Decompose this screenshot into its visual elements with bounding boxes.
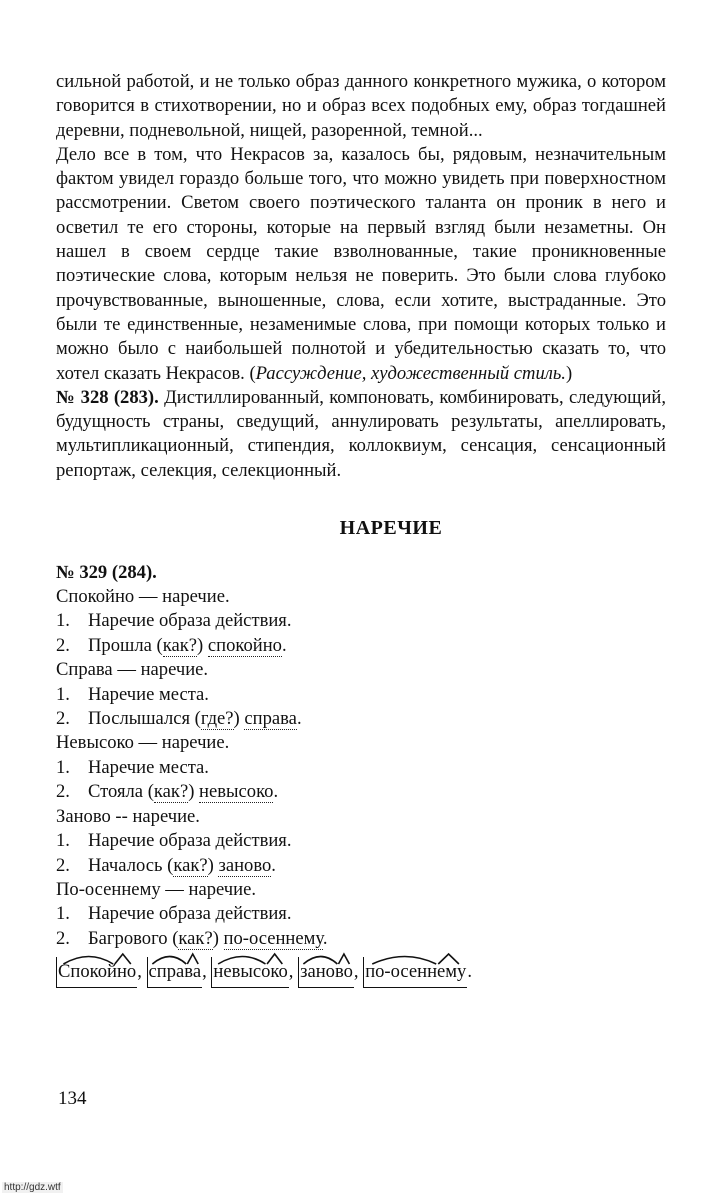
adverb-word: по-осеннему: [223, 927, 323, 949]
adverb-category: Наречие образа действия.: [88, 903, 292, 925]
morpheme-word: [147, 957, 203, 988]
question-word: как?: [178, 927, 213, 949]
morpheme-word: [363, 957, 467, 988]
page-content: [56, 70, 666, 988]
line-number: 2.: [56, 634, 70, 656]
question-word: как?: [162, 634, 198, 656]
adverb-line-1: [56, 609, 666, 633]
adverb-category: Наречие образа действия.: [88, 610, 292, 632]
line-end: .: [281, 634, 287, 656]
adverb-heading: Невысоко — наречие.: [56, 732, 230, 754]
exercise-328: [56, 386, 666, 483]
question-word: как?: [173, 854, 208, 876]
separator: ,: [202, 961, 212, 983]
adverb-block: [56, 658, 666, 731]
paragraph-1-text: сильной работой, и не только образ данного конкретного мужика, о котором говорится в стихотворении, но и образ всех подобных ему, образ тогдашней деревни, подневольной, нищей, разоренной, темной...: [56, 71, 666, 141]
example-verb: Стояла (: [88, 781, 154, 803]
bracket-close: ): [212, 927, 224, 949]
morpheme-word-text: невысоко: [213, 961, 288, 983]
adverb-block: [56, 878, 666, 951]
adverb-block: [56, 731, 666, 804]
bracket-close: ): [207, 854, 219, 876]
adverb-block: [56, 585, 666, 658]
line-end: .: [296, 708, 302, 730]
style-note: Рассуждение, художественный стиль.: [255, 362, 566, 384]
line-number: 2.: [56, 927, 70, 949]
line-number: 2.: [56, 854, 70, 876]
morpheme-word-text: справа: [148, 961, 202, 983]
line-number: 2.: [56, 708, 70, 730]
adverb-line-1: [56, 829, 666, 853]
separator: ,: [137, 961, 147, 983]
line-number: 2.: [56, 781, 70, 803]
line-number: 1.: [56, 830, 70, 852]
adverb-category: Наречие места.: [88, 756, 209, 778]
adverb-word: спокойно: [207, 634, 282, 656]
adverb-heading: Заново -- наречие.: [56, 805, 200, 827]
morpheme-word: [211, 957, 288, 988]
exercise-329-number: № 329 (284).: [56, 562, 157, 584]
morpheme-word: [298, 957, 354, 988]
adverb-block: [56, 805, 666, 878]
adverb-line-2: [56, 634, 666, 658]
adverb-heading: Спокойно — наречие.: [56, 586, 230, 608]
adverb-category: Наречие места.: [88, 683, 209, 705]
bracket-close: ): [197, 634, 208, 656]
line-end: .: [467, 961, 472, 983]
line-end: .: [322, 927, 328, 949]
paragraph-2-text: Дело все в том, что Некрасов за, казалось бы, рядовым, незначительным фактом увидел гораздо больше того, что можно увидеть при поверхностном рассмотрении. Светом своего поэтического таланта он проник в него и осветил те его стороны, которые на первый взгляд были незаметны. Он нашел в своем сердце такие взволнованные, такие проникновенные поэтические слова, которым нельзя не поверить. Это были слова глубоко прочувствованные, выношенные, слова, если хотите, выстраданные. Это были те единственные, незаменимые слова, при помощи которых только и можно было с наибольшей полнотой и убедительностью сказать то, что хотел сказать Некрасов. (: [56, 143, 666, 384]
adverb-line-2: [56, 927, 666, 951]
section-heading: НАРЕЧИЕ: [339, 517, 443, 540]
question-word: где?: [200, 708, 234, 730]
page-number: 134: [58, 1088, 87, 1109]
adverb-heading: По-осеннему — наречие.: [56, 878, 257, 900]
watermark: http://gdz.wtf: [4, 1182, 61, 1193]
morpheme-word-text: Спокойно: [58, 961, 137, 983]
morpheme-word: [56, 957, 137, 988]
adverb-word: заново: [218, 854, 272, 876]
adverb-line-2: [56, 780, 666, 804]
adverb-line-1: [56, 683, 666, 707]
exercise-328-number: № 328 (283).: [56, 386, 159, 408]
adverb-line-2: [56, 707, 666, 731]
separator: ,: [288, 961, 299, 983]
line-number: 1.: [56, 683, 70, 705]
line-number: 1.: [56, 610, 70, 632]
example-verb: Началось (: [88, 854, 174, 876]
exercise-328-text: Дистиллированный, компоновать, комбинировать, следующий, будущность страны, сведущий, аннулировать результаты, апеллировать, мультипликационный, стипендия, коллоквиум, сенсация, сенсационный репортаж, селекция, селекционный.: [56, 386, 666, 481]
adverb-word: справа: [244, 708, 297, 730]
line-end: .: [271, 854, 276, 876]
example-verb: Багрового (: [88, 927, 179, 949]
separator: ,: [353, 961, 364, 983]
adverb-line-1: [56, 902, 666, 926]
line-number: 1.: [56, 903, 70, 925]
adverb-word: невысоко: [199, 781, 274, 803]
adverb-heading: Справа — наречие.: [56, 659, 209, 681]
line-end: .: [273, 781, 279, 803]
morpheme-word-text: заново: [300, 961, 353, 983]
paragraph-2: [56, 143, 666, 386]
adverb-line-2: [56, 854, 666, 878]
adverb-line-1: [56, 756, 666, 780]
paragraph-2-end: ): [565, 362, 573, 384]
question-word: как?: [153, 781, 189, 803]
line-number: 1.: [56, 756, 70, 778]
morpheme-word-text: по-осеннему: [365, 961, 467, 983]
adverb-category: Наречие образа действия.: [88, 830, 292, 852]
morpheme-analysis-line: [56, 957, 666, 988]
paragraph-1: [56, 70, 666, 143]
bracket-close: ): [233, 708, 245, 730]
exercise-329-blocks: [56, 585, 666, 951]
bracket-close: ): [188, 781, 200, 803]
example-verb: Послышался (: [88, 708, 201, 730]
example-verb: Прошла (: [88, 634, 163, 656]
